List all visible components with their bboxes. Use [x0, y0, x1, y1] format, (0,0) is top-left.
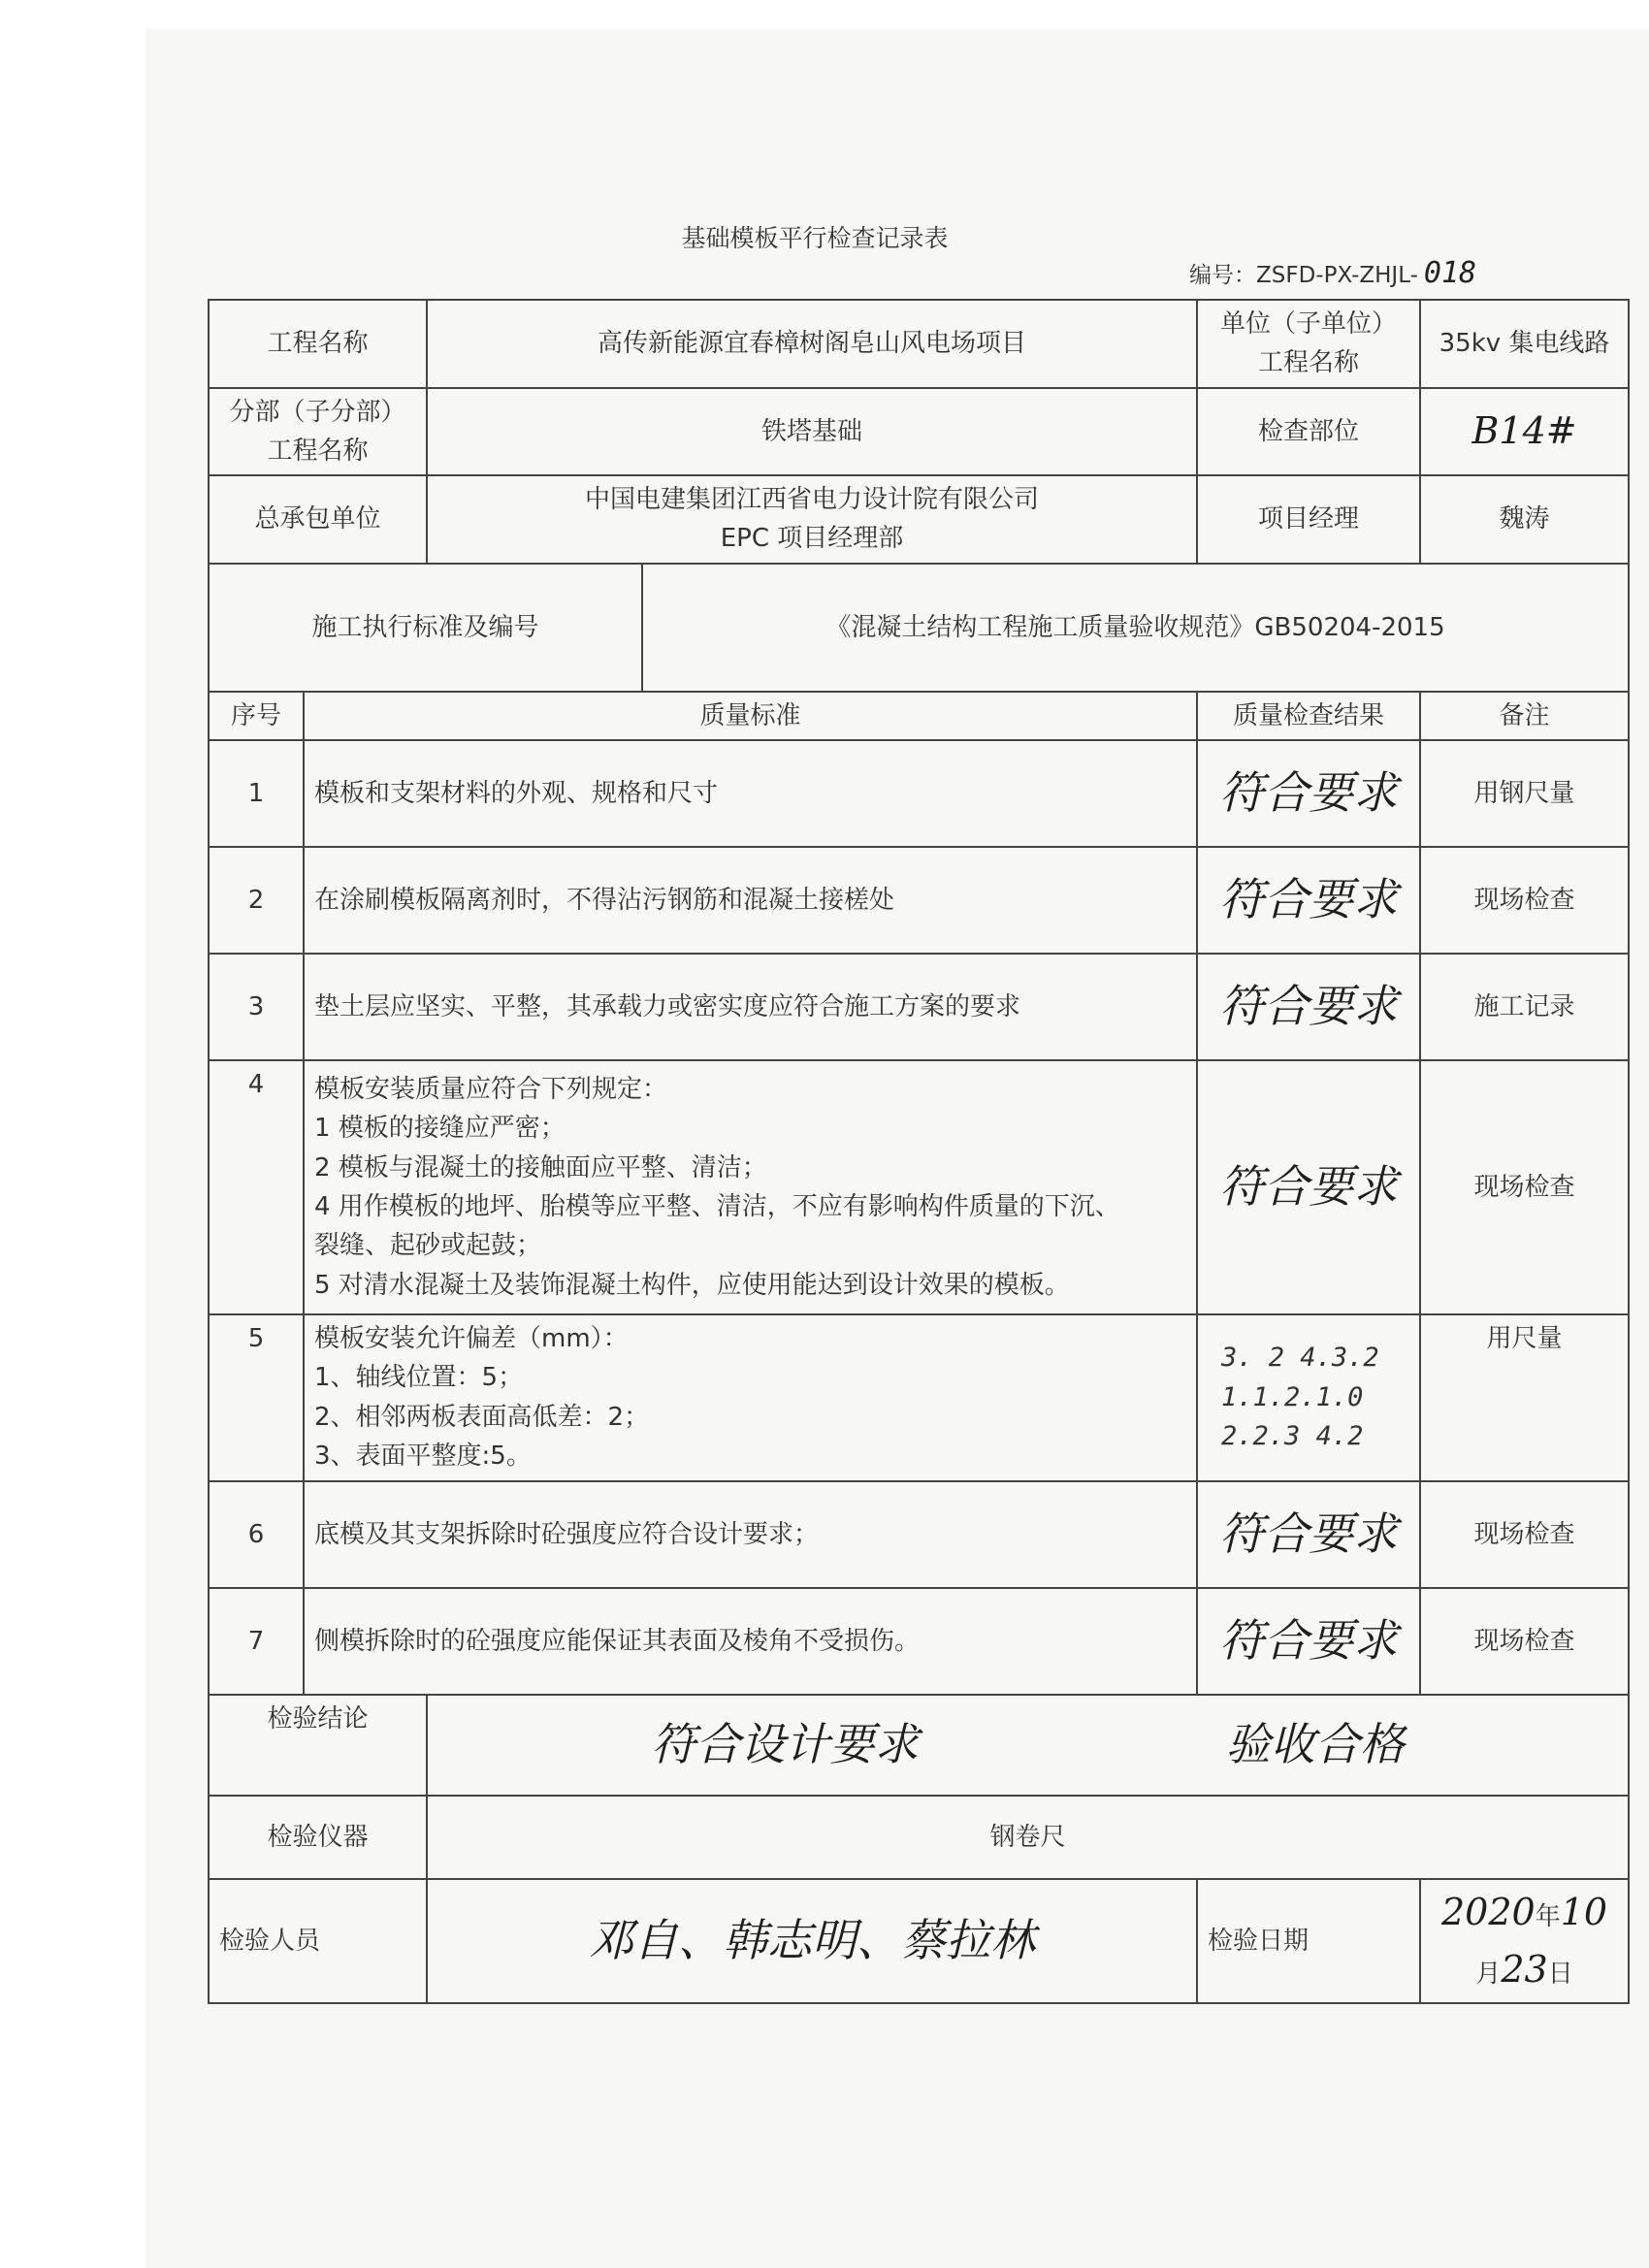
row-result [1197, 1060, 1420, 1314]
row-standard-text: 底模及其支架拆除时砼强度应符合设计要求； [304, 1481, 1197, 1588]
manager-name: 魏涛 [1420, 475, 1629, 564]
date-value [1420, 1879, 1629, 2003]
row-no: 7 [209, 1588, 304, 1695]
unit-name: 35kv 集电线路 [1420, 300, 1629, 388]
result-handwritten: 符合要求 [1219, 1507, 1399, 1561]
table-row [209, 847, 1629, 954]
row-inspectors [209, 1879, 1629, 2003]
standard-line: 模板安装允许偏差（mm）： [314, 1324, 629, 1354]
inspector-names [427, 1879, 1197, 2003]
sub-label-line1: 分部（子分部） [229, 397, 406, 427]
conclusion-handwritten-2: 验收合格 [1225, 1718, 1405, 1771]
standard-line: 2、相邻两板表面高低差：2； [314, 1402, 650, 1432]
standard-line: 1 模板的接缝应严密； [314, 1114, 566, 1144]
row-standard-text [304, 1060, 1197, 1314]
row-result [1197, 847, 1420, 954]
row-remark: 现场检查 [1420, 847, 1629, 954]
table-row [209, 1588, 1629, 1695]
conclusion-value [427, 1695, 1629, 1796]
date-month: 10 [1560, 1891, 1608, 1934]
table-row [209, 954, 1629, 1060]
row-no: 4 [209, 1060, 304, 1314]
table-row [209, 1314, 1629, 1481]
contractor [427, 475, 1197, 564]
contractor-line2: EPC 项目经理部 [720, 524, 904, 554]
row-remark: 用尺量 [1420, 1314, 1629, 1481]
unit-label-line1: 单位（子单位） [1220, 309, 1398, 339]
result-handwritten: 符合要求 [1219, 873, 1399, 926]
unit-label-line2: 工程名称 [1258, 348, 1360, 378]
measurement-line: 1.1.2.1.0 [1221, 1381, 1364, 1412]
standard-line: 1、轴线位置：5； [314, 1363, 524, 1393]
date-year: 2020 [1440, 1891, 1536, 1934]
row-standard [209, 564, 1629, 692]
result-handwritten: 符合要求 [1219, 766, 1399, 820]
row-remark: 现场检查 [1420, 1481, 1629, 1588]
date-label: 检验日期 [1197, 1879, 1420, 2003]
project-name: 高传新能源宜春樟树阁皂山风电场项目 [427, 300, 1197, 388]
standard-value: 《混凝土结构工程施工质量验收规范》GB50204-2015 [642, 564, 1629, 692]
row-instrument [209, 1796, 1629, 1879]
row-subproject [209, 388, 1629, 476]
conclusion-handwritten-1: 符合设计要求 [651, 1718, 920, 1771]
col-header-result: 质量检查结果 [1197, 692, 1420, 740]
row-conclusion [209, 1695, 1629, 1796]
instrument-value: 钢卷尺 [427, 1796, 1629, 1879]
inspect-part-label: 检查部位 [1197, 388, 1420, 476]
code-handwritten: 018 [1423, 256, 1477, 290]
date-month-unit: 月 [1475, 1959, 1502, 1989]
row-column-headers [209, 692, 1629, 740]
row-no: 3 [209, 954, 304, 1060]
row-remark: 现场检查 [1420, 1588, 1629, 1695]
code-label: 编号：ZSFD-PX-ZHJL- [1189, 263, 1418, 288]
standard-line: 2 模板与混凝土的接触面应平整、清洁； [314, 1152, 767, 1183]
row-remark: 用钢尺量 [1420, 740, 1629, 847]
row-contractor [209, 475, 1629, 564]
table-row [209, 1060, 1629, 1314]
standard-line: 裂缝、起砂或起鼓； [314, 1231, 542, 1261]
row-result [1197, 740, 1420, 847]
result-handwritten: 符合要求 [1219, 980, 1399, 1033]
manager-label: 项目经理 [1197, 475, 1420, 564]
unit-label [1197, 300, 1420, 388]
result-handwritten: 符合要求 [1219, 1160, 1399, 1214]
measurement-line: 3. 2 4.3.2 [1221, 1343, 1379, 1374]
measurement-line: 2.2.3 4.2 [1221, 1421, 1364, 1452]
row-no: 6 [209, 1481, 304, 1588]
standard-line: 4 用作模板的地坪、胎模等应平整、清洁，不应有影响构件质量的下沉、 [314, 1192, 1120, 1222]
row-standard-text: 侧模拆除时的砼强度应能保证其表面及棱角不受损伤。 [304, 1588, 1197, 1695]
sub-label [209, 388, 427, 476]
date-day-unit: 日 [1547, 1959, 1573, 1989]
inspect-part [1420, 388, 1629, 476]
project-name-label: 工程名称 [209, 300, 427, 388]
row-project [209, 300, 1629, 388]
document-code [1189, 256, 1476, 290]
inspector-signatures: 邓自、韩志明、蔡拉林 [589, 1914, 1036, 1967]
row-no: 1 [209, 740, 304, 847]
row-result [1197, 1588, 1420, 1695]
conclusion-label: 检验结论 [209, 1695, 427, 1796]
standard-line: 5 对清水混凝土及装饰混凝土构件，应使用能达到设计效果的模板。 [314, 1270, 1070, 1300]
date-day: 23 [1501, 1947, 1548, 1991]
inspection-form-table [208, 299, 1630, 2004]
row-result [1197, 954, 1420, 1060]
row-result [1197, 1481, 1420, 1588]
standard-label: 施工执行标准及编号 [209, 564, 642, 692]
inspect-part-handwritten: B14# [1471, 409, 1577, 453]
standard-line: 模板安装质量应符合下列规定： [314, 1075, 668, 1105]
standard-line: 3、表面平整度:5。 [314, 1441, 532, 1471]
row-standard-text: 在涂刷模板隔离剂时，不得沾污钢筋和混凝土接槎处 [304, 847, 1197, 954]
row-standard-text: 垫土层应坚实、平整，其承载力或密实度应符合施工方案的要求 [304, 954, 1197, 1060]
row-no: 2 [209, 847, 304, 954]
inspector-label: 检验人员 [209, 1879, 427, 2003]
contractor-label: 总承包单位 [209, 475, 427, 564]
table-row [209, 740, 1629, 847]
result-handwritten: 符合要求 [1219, 1614, 1399, 1668]
instrument-label: 检验仪器 [209, 1796, 427, 1879]
col-header-standard: 质量标准 [304, 692, 1197, 740]
contractor-line1: 中国电建集团江西省电力设计院有限公司 [585, 485, 1040, 515]
row-result [1197, 1314, 1420, 1481]
row-remark: 施工记录 [1420, 954, 1629, 1060]
row-no: 5 [209, 1314, 304, 1481]
col-header-no: 序号 [209, 692, 304, 740]
table-row [209, 1481, 1629, 1588]
sub-label-line2: 工程名称 [267, 436, 369, 466]
row-standard-text [304, 1314, 1197, 1481]
document-title: 基础模板平行检查记录表 [681, 224, 949, 252]
col-header-remark: 备注 [1420, 692, 1629, 740]
row-standard-text: 模板和支架材料的外观、规格和尺寸 [304, 740, 1197, 847]
row-remark: 现场检查 [1420, 1060, 1629, 1314]
date-year-unit: 年 [1535, 1902, 1561, 1932]
sub-name: 铁塔基础 [427, 388, 1197, 476]
